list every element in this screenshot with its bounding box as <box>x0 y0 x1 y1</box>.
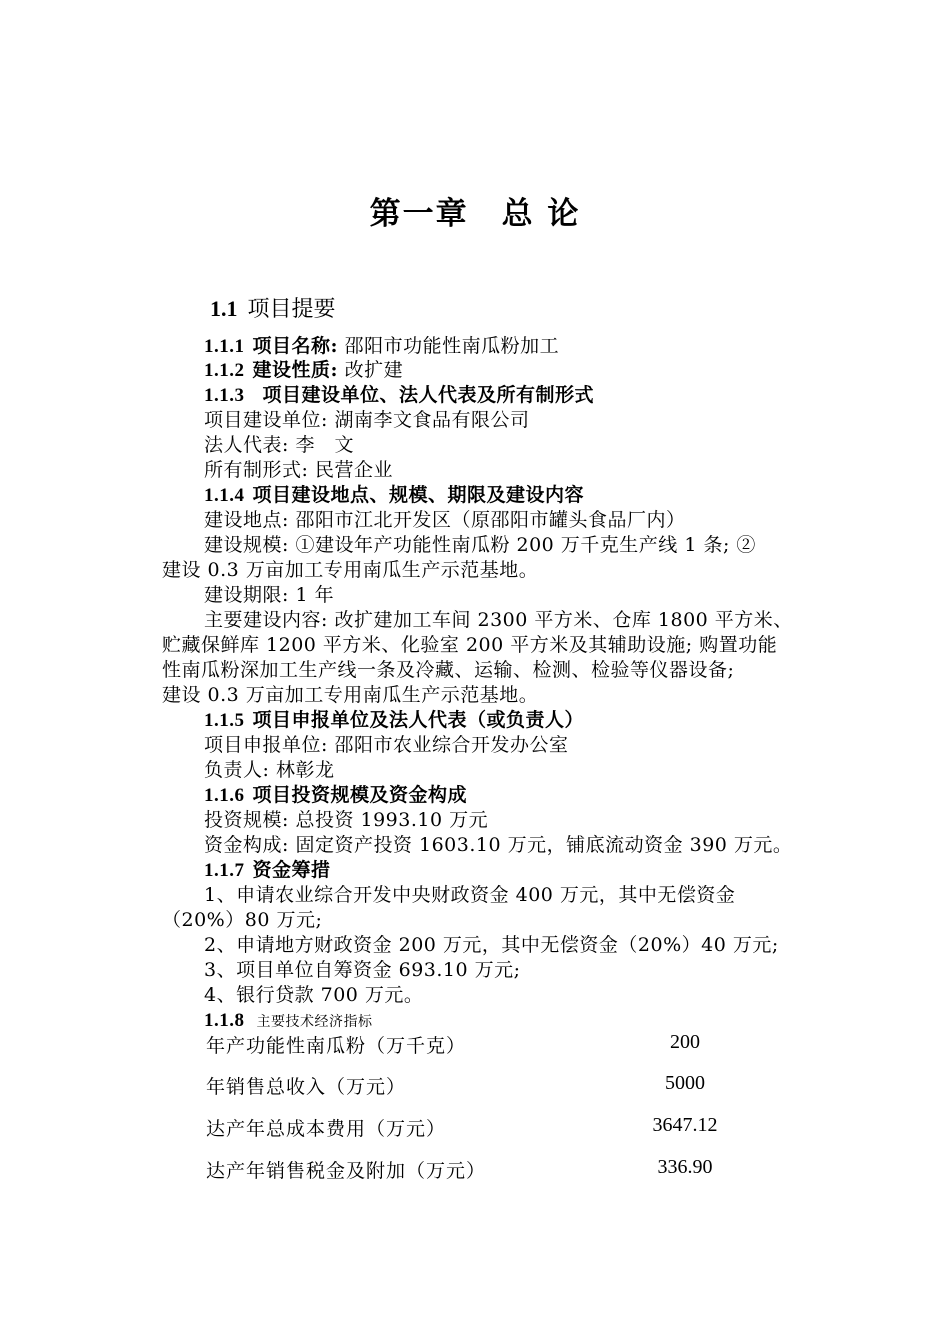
item-1-1-7-heading <box>204 858 904 883</box>
text-line: 建设地点: 邵阳市江北开发区（原邵阳市罐头食品厂内） <box>204 509 686 531</box>
text-line: 建设 0.3 万亩加工专用南瓜生产示范基地。 <box>162 559 539 581</box>
item-label: 主要技术经济指标 <box>256 1014 373 1030</box>
text-line: 法人代表: 李 文 <box>204 434 354 456</box>
text-line: 建设期限: 1 年 <box>204 584 335 606</box>
indicator-label: 年销售总收入（万元） <box>206 1076 407 1098</box>
text-line: 负责人: 林彰龙 <box>204 759 335 781</box>
text-line: 性南瓜粉深加工生产线一条及冷藏、运输、检测、检验等仪器设备; <box>162 659 735 681</box>
section-heading <box>210 292 336 323</box>
item-number: 1.1.8 <box>204 1010 245 1031</box>
item-value: 改扩建 <box>344 359 404 381</box>
item-label: 项目投资规模及资金构成 <box>252 784 468 806</box>
item-label: 项目建设地点、规模、期限及建设内容 <box>252 484 585 506</box>
indicator-label: 年产功能性南瓜粉（万千克） <box>206 1035 467 1057</box>
item-number: 1.1.6 <box>204 785 245 806</box>
item-label: 资金筹措 <box>252 859 331 881</box>
item-1-1-5-heading <box>204 708 904 733</box>
chapter-title: 第一章 总 论 <box>369 196 581 232</box>
item-value: 邵阳市功能性南瓜粉加工 <box>344 335 560 357</box>
text-line: 2、申请地方财政资金 200 万元，其中无偿资金（20%）40 万元; <box>204 934 779 956</box>
section-number: 1.1 <box>210 296 238 321</box>
text-line: 3、项目单位自筹资金 693.10 万元; <box>204 959 521 981</box>
text-line: 资金构成: 固定资产投资 1603.10 万元，铺底流动资金 390 万元。 <box>204 834 793 856</box>
indicator-value: 336.90 <box>657 1156 713 1178</box>
item-1-1-8-heading <box>204 1008 904 1033</box>
text-line: 建设规模: ①建设年产功能性南瓜粉 200 万千克生产线 1 条; ② <box>204 534 756 556</box>
item-1-1-1 <box>204 334 904 359</box>
item-1-1-6-heading <box>204 783 904 808</box>
text-line: 投资规模: 总投资 1993.10 万元 <box>204 809 489 831</box>
indicator-label: 达产年销售税金及附加（万元） <box>206 1160 487 1182</box>
item-number: 1.1.2 <box>204 360 245 381</box>
text-line: 建设 0.3 万亩加工专用南瓜生产示范基地。 <box>162 684 539 706</box>
section-title: 项目提要 <box>247 297 336 322</box>
item-number: 1.1.5 <box>204 710 245 731</box>
item-number: 1.1.7 <box>204 860 245 881</box>
item-label: 项目名称: <box>252 335 339 357</box>
text-line: 4、银行贷款 700 万元。 <box>204 984 424 1006</box>
item-number: 1.1.4 <box>204 485 245 506</box>
indicator-value: 200 <box>670 1031 700 1053</box>
text-line: 项目建设单位: 湖南李文食品有限公司 <box>204 409 530 431</box>
item-label: 建设性质: <box>252 359 339 381</box>
text-line: 所有制形式: 民营企业 <box>204 459 393 481</box>
item-1-1-4-heading <box>204 483 904 508</box>
text-line: 项目申报单位: 邵阳市农业综合开发办公室 <box>204 734 569 756</box>
text-line: 贮藏保鲜库 1200 平方米、化验室 200 平方米及其辅助设施; 购置功能 <box>162 634 778 656</box>
item-1-1-2 <box>204 358 904 383</box>
item-1-1-3-heading <box>204 383 904 408</box>
item-label: 项目申报单位及法人代表（或负责人） <box>252 709 585 731</box>
item-label: 项目建设单位、法人代表及所有制形式 <box>262 384 595 406</box>
text-line: （20%）80 万元; <box>162 909 323 931</box>
indicator-label: 达产年总成本费用（万元） <box>206 1118 447 1140</box>
text-line: 1、申请农业综合开发中央财政资金 400 万元，其中无偿资金 <box>204 884 736 906</box>
indicator-value: 3647.12 <box>652 1114 718 1136</box>
item-number: 1.1.3 <box>204 385 245 406</box>
indicator-value: 5000 <box>665 1072 705 1094</box>
text-line: 主要建设内容: 改扩建加工车间 2300 平方米、仓库 1800 平方米、 <box>204 609 793 631</box>
item-number: 1.1.1 <box>204 336 245 357</box>
